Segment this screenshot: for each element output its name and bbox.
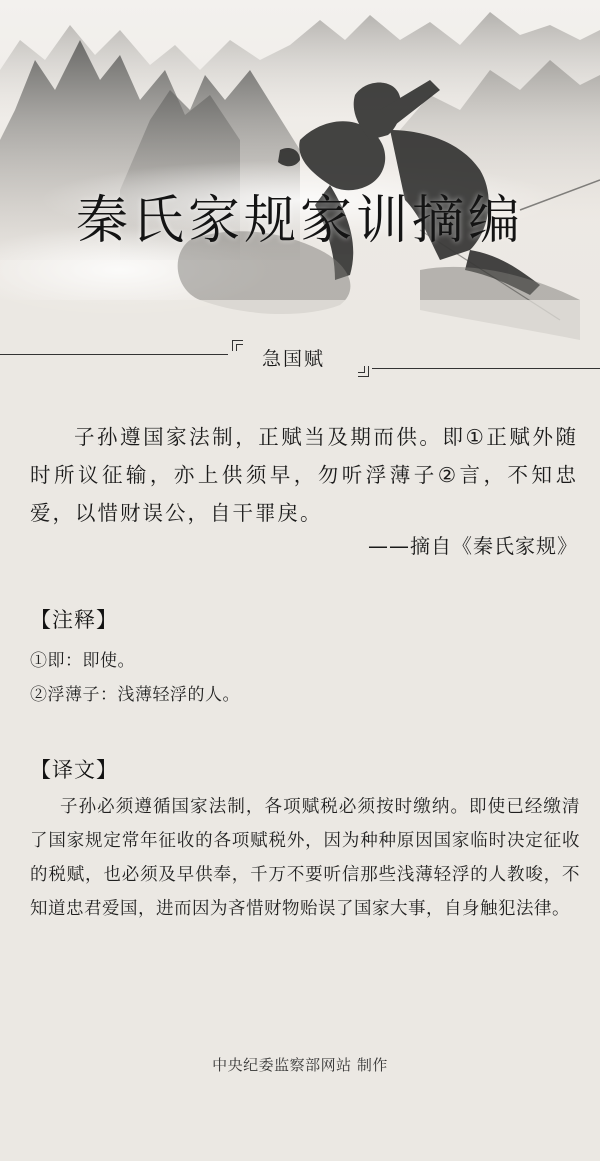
page-title: 秦氏家规家训摘编 bbox=[75, 191, 524, 251]
section-divider bbox=[0, 336, 600, 386]
note-item: ②浮薄子：浅薄轻浮的人。 bbox=[30, 685, 240, 705]
footer-credit: 中央纪委监察部网站 制作 bbox=[212, 1056, 388, 1074]
translation-text: 子孙必须遵循国家法制，各项赋税必须按时缴纳。即使已经缴清了国家规定常年征收的各项赋税外，因为种种原因国家临时决定征收的税赋，也必须及早供奉，千万不要听信那些浅薄轻浮的人教唆，不知道忠君爱国，进而因为吝惜财物贻误了国家大事，自身触犯法律。 bbox=[30, 797, 580, 919]
divider-line-right bbox=[372, 368, 600, 369]
notes-heading: 【注释】 bbox=[30, 608, 118, 632]
section-title: 急国赋 bbox=[262, 348, 326, 370]
note-item: ①即：即使。 bbox=[30, 651, 135, 671]
quote-source: ——摘自《秦氏家规》 bbox=[368, 534, 578, 558]
original-quote: 子孙遵国家法制，正赋当及期而供。即①正赋外随时所议征输，亦上供须早，勿听浮薄子②言，不知忠爱，以惜财误公，自干罪戾。 bbox=[30, 425, 578, 525]
corner-bracket-inner-icon bbox=[236, 344, 243, 351]
corner-bracket-inner-icon bbox=[358, 366, 365, 373]
divider-line-left bbox=[0, 354, 228, 355]
translation-heading: 【译文】 bbox=[30, 758, 118, 782]
header-banner bbox=[0, 0, 600, 360]
